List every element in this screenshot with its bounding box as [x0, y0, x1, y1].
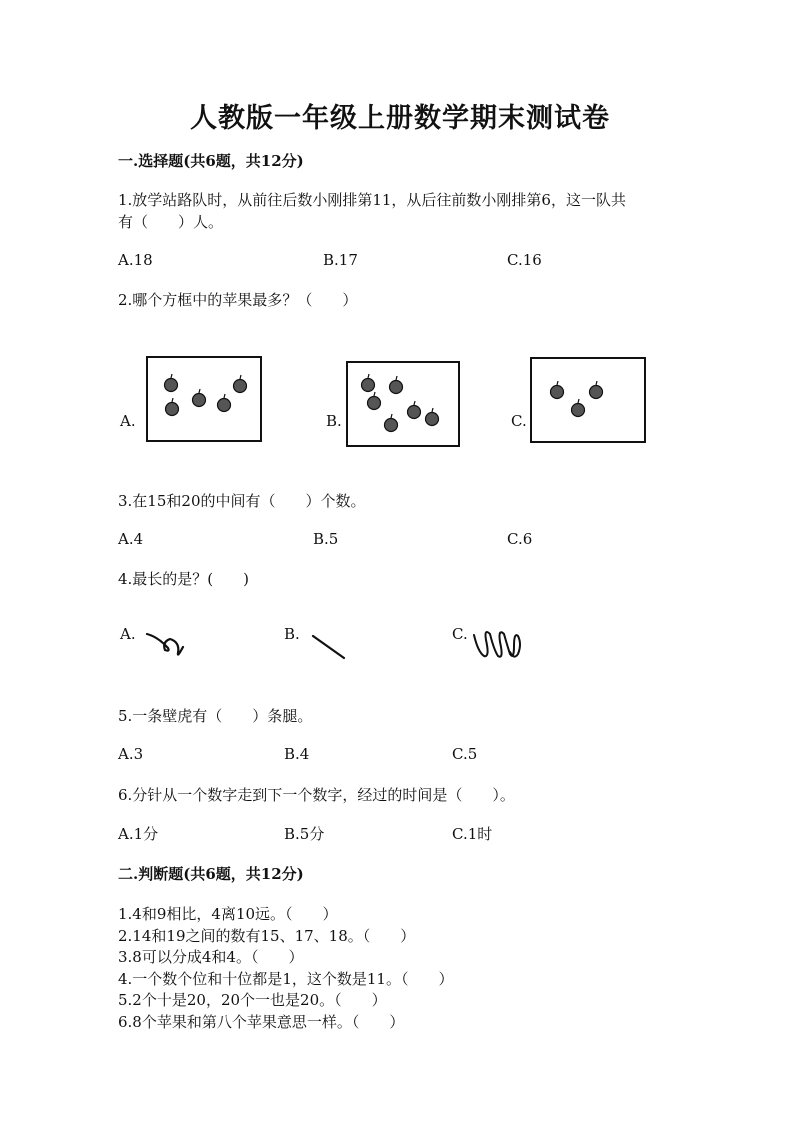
q1-option-c: C.16	[507, 251, 542, 269]
apple-icon	[390, 376, 403, 394]
apple-icon	[572, 399, 585, 417]
q2-box-c-apples	[532, 359, 644, 441]
question-3: 3.在15和20的中间有（ ）个数。	[118, 492, 366, 510]
apple-icon	[166, 398, 179, 416]
question-4: 4.最长的是？( )	[118, 570, 250, 588]
q2-box-b-apples	[348, 363, 458, 445]
q2-option-b-label: B.	[326, 412, 342, 430]
section-2-heading: 二.判断题(共6题，共12分)	[118, 865, 304, 883]
apple-icon	[590, 381, 603, 399]
apple-icon	[385, 414, 398, 432]
apple-icon	[408, 401, 421, 419]
judge-item-6: 6.8个苹果和第八个苹果意思一样。（ ）	[118, 1013, 405, 1031]
q2-box-a	[146, 356, 262, 442]
q2-box-b	[346, 361, 460, 447]
judge-item-5: 5.2个十是20，20个一也是20。（ ）	[118, 991, 387, 1009]
apple-icon	[362, 374, 375, 392]
question-1-line-2: 有（ ）人。	[118, 213, 224, 231]
q4-option-c-label: C.	[452, 625, 468, 643]
apple-icon	[193, 389, 206, 407]
q3-option-a: A.4	[118, 530, 144, 548]
q3-option-c: C.6	[507, 530, 533, 548]
q4-line-a-zigzag	[140, 622, 190, 662]
q5-option-a: A.3	[118, 745, 144, 763]
q2-option-a-label: A.	[120, 412, 136, 430]
q2-option-c-label: C.	[511, 412, 527, 430]
apple-icon	[234, 375, 247, 393]
apple-icon	[368, 392, 381, 410]
apple-icon	[165, 374, 178, 392]
q4-option-a-label: A.	[120, 625, 136, 643]
q6-option-c: C.1时	[452, 825, 493, 843]
q4-line-c-curly	[468, 620, 528, 665]
q5-option-b: B.4	[284, 745, 310, 763]
apple-icon	[218, 394, 231, 412]
judge-item-3: 3.8可以分成4和4。（ ）	[118, 948, 304, 966]
apple-icon	[551, 381, 564, 399]
apple-icon	[426, 408, 439, 426]
q2-box-c	[530, 357, 646, 443]
question-6: 6.分针从一个数字走到下一个数字，经过的时间是（ ）。	[118, 786, 515, 804]
page-title: 人教版一年级上册数学期末测试卷	[190, 103, 610, 134]
q3-option-b: B.5	[313, 530, 339, 548]
question-5: 5.一条壁虎有（ ）条腿。	[118, 707, 313, 725]
section-1-heading: 一.选择题(共6题，共12分)	[118, 152, 304, 170]
q6-option-b: B.5分	[284, 825, 325, 843]
q6-option-a: A.1分	[118, 825, 159, 843]
q1-option-b: B.17	[323, 251, 358, 269]
q2-box-a-apples	[148, 358, 260, 440]
judge-item-2: 2.14和19之间的数有15、17、18。（ ）	[118, 927, 416, 945]
q5-option-c: C.5	[452, 745, 478, 763]
question-1-line-1: 1.放学站路队时，从前往后数小刚排第11，从后往前数小刚排第6，这一队共	[118, 191, 626, 209]
q4-line-b-straight	[305, 628, 350, 663]
q1-option-a: A.18	[118, 251, 153, 269]
q4-option-b-label: B.	[284, 625, 300, 643]
judge-item-1: 1.4和9相比，4离10远。（ ）	[118, 905, 338, 923]
question-2: 2.哪个方框中的苹果最多？（ ）	[118, 291, 358, 309]
judge-item-4: 4.一个数个位和十位都是1，这个数是11。（ ）	[118, 970, 454, 988]
